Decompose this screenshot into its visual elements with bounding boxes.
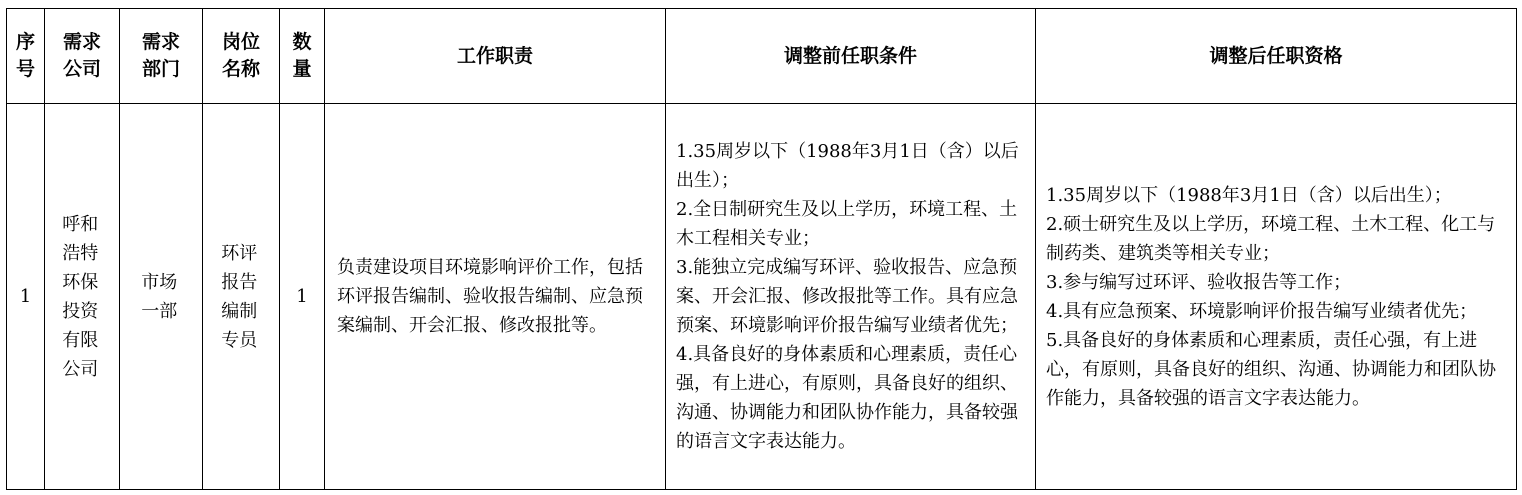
cell-before-requirements	[666, 104, 1036, 490]
before-requirement-item: 3.能独立完成编写环评、验收报告、应急预案、开会汇报、修改报批等工作。具有应急预案、环境影响评价报告编写业绩者优先；	[676, 257, 1018, 336]
after-requirement-item: 1.35周岁以下（1988年3月1日（含）以后出生）；	[1046, 184, 1452, 206]
header-position-name: 岗位名称	[203, 9, 280, 104]
job-requirements-table	[6, 8, 1517, 490]
header-department: 需求部门	[120, 9, 203, 104]
before-requirement-item: 4.具备良好的身体素质和心理素质，责任心强，有上进心，有原则，具备良好的组织、沟通、协调能力和团队协作能力，具备较强的语言文字表达能力。	[676, 344, 1018, 452]
table-row	[7, 104, 1517, 490]
after-requirement-item: 3.参与编写过环评、验收报告等工作；	[1046, 271, 1352, 293]
job-table-container	[6, 8, 1516, 490]
after-requirement-item: 4.具有应急预案、环境影响评价报告编写业绩者优先；	[1046, 300, 1478, 322]
header-seq: 序号	[7, 9, 45, 104]
before-requirement-item: 1.35周岁以下（1988年3月1日（含）以后出生）；	[676, 141, 1019, 191]
cell-quantity: 1	[280, 104, 325, 490]
cell-position-name: 环评报告编制专员	[203, 104, 280, 490]
after-requirement-item: 5.具备良好的身体素质和心理素质，责任心强，有上进心，有原则，具备良好的组织、沟通、协调能力和团队协作能力，具备较强的语言文字表达能力。	[1046, 329, 1496, 409]
header-before-requirements: 调整前任职条件	[666, 9, 1036, 104]
cell-after-requirements	[1036, 104, 1517, 490]
before-requirement-item: 2.全日制研究生及以上学历，环境工程、土木工程相关专业；	[676, 199, 1018, 249]
header-quantity: 数量	[280, 9, 325, 104]
after-requirement-item: 2.硕士研究生及以上学历，环境工程、土木工程、化工与制药类、建筑类等相关专业；	[1046, 213, 1496, 264]
cell-duties: 负责建设项目环境影响评价工作，包括环评报告编制、验收报告编制、应急预案编制、开会汇报、修改报批等。	[325, 104, 666, 490]
header-company: 需求公司	[45, 9, 120, 104]
header-duties: 工作职责	[325, 9, 666, 104]
header-after-requirements: 调整后任职资格	[1036, 9, 1517, 104]
cell-company: 呼和浩特环保投资有限公司	[45, 104, 120, 490]
cell-department: 市场一部	[120, 104, 203, 490]
table-header-row	[7, 9, 1517, 104]
cell-seq: 1	[7, 104, 45, 490]
